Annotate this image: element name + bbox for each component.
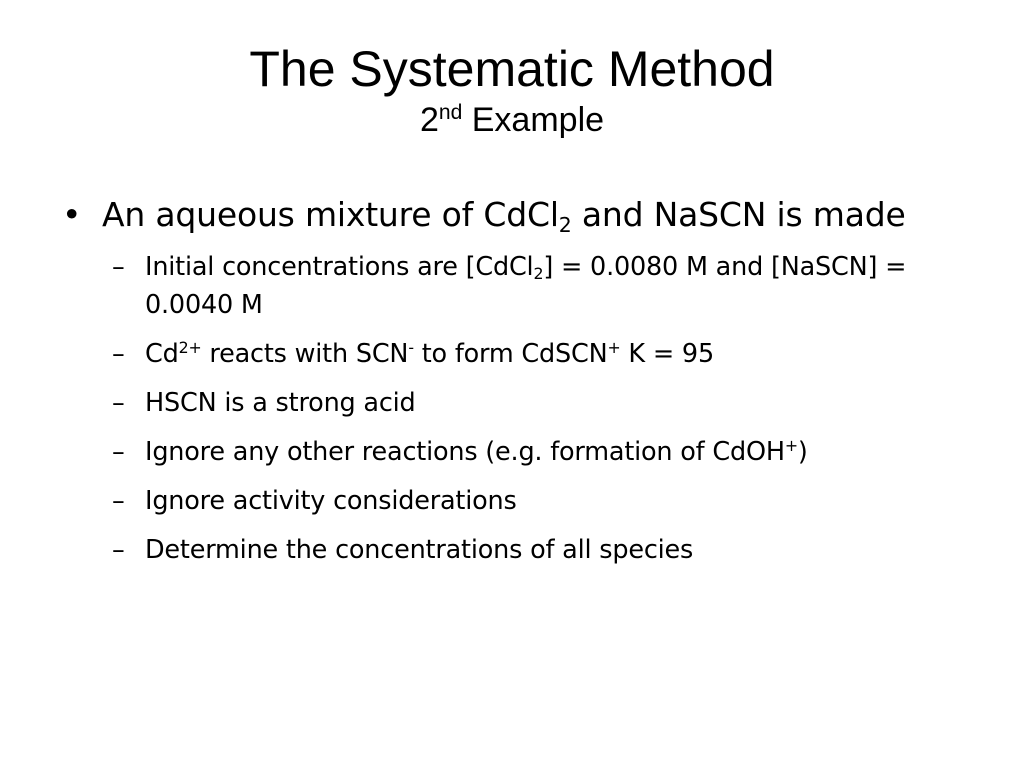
sub-bullet-ignore-reactions	[112, 433, 982, 471]
subtitle-number: 2	[419, 101, 439, 139]
sub-bullet-determine	[112, 531, 982, 569]
dash-marker: –	[112, 388, 125, 418]
sub1-text-b: ] = 0.0080 M and [NaSCN] = 0.0040 M	[145, 252, 907, 320]
sub2-text-c: to form CdSCN	[413, 339, 608, 369]
dash-marker: –	[112, 252, 125, 282]
title-block	[0, 38, 1024, 140]
bullet-text-part2: and NaSCN is made	[571, 195, 906, 234]
slide-subtitle	[0, 100, 1024, 140]
dash-marker: –	[112, 535, 125, 565]
sub-bullet-strong-acid	[112, 384, 982, 422]
sub1-text-a: Initial concentrations are [CdCl	[145, 252, 534, 282]
bullet-marker: •	[62, 195, 82, 234]
subtitle-text: Example	[462, 101, 605, 139]
sub3-text: HSCN is a strong acid	[145, 388, 416, 418]
sub6-text: Determine the concentrations of all species	[145, 535, 694, 565]
subtitle-ordinal: nd	[438, 101, 463, 125]
sub-bullet-list	[112, 248, 982, 569]
sub-bullet-initial-concentrations	[112, 248, 982, 324]
dash-marker: –	[112, 437, 125, 467]
bullet-subscript: 2	[558, 212, 572, 237]
dash-marker: –	[112, 486, 125, 516]
sub4-text-a: Ignore any other reactions (e.g. formation of CdOH	[145, 437, 785, 467]
sub2-text-b: reacts with SCN	[201, 339, 409, 369]
sub-bullet-reaction	[112, 335, 982, 373]
main-bullet	[62, 190, 982, 240]
sub5-text: Ignore activity considerations	[145, 486, 517, 516]
sub2-sup2: -	[408, 338, 414, 358]
sub2-text-d: K = 95	[620, 339, 714, 369]
dash-marker: –	[112, 339, 125, 369]
slide-title: The Systematic Method	[249, 41, 775, 97]
sub2-sup3: +	[607, 338, 621, 358]
sub2-sup1: 2+	[178, 338, 202, 358]
sub-bullet-ignore-activity	[112, 482, 982, 520]
bullet-text-part1: An aqueous mixture of CdCl	[102, 195, 559, 234]
sub4-sup: +	[784, 436, 798, 456]
sub4-text-b: )	[797, 437, 808, 467]
slide-body	[62, 190, 982, 580]
sub1-subscript: 2	[533, 264, 544, 284]
sub2-text-a: Cd	[145, 339, 179, 369]
